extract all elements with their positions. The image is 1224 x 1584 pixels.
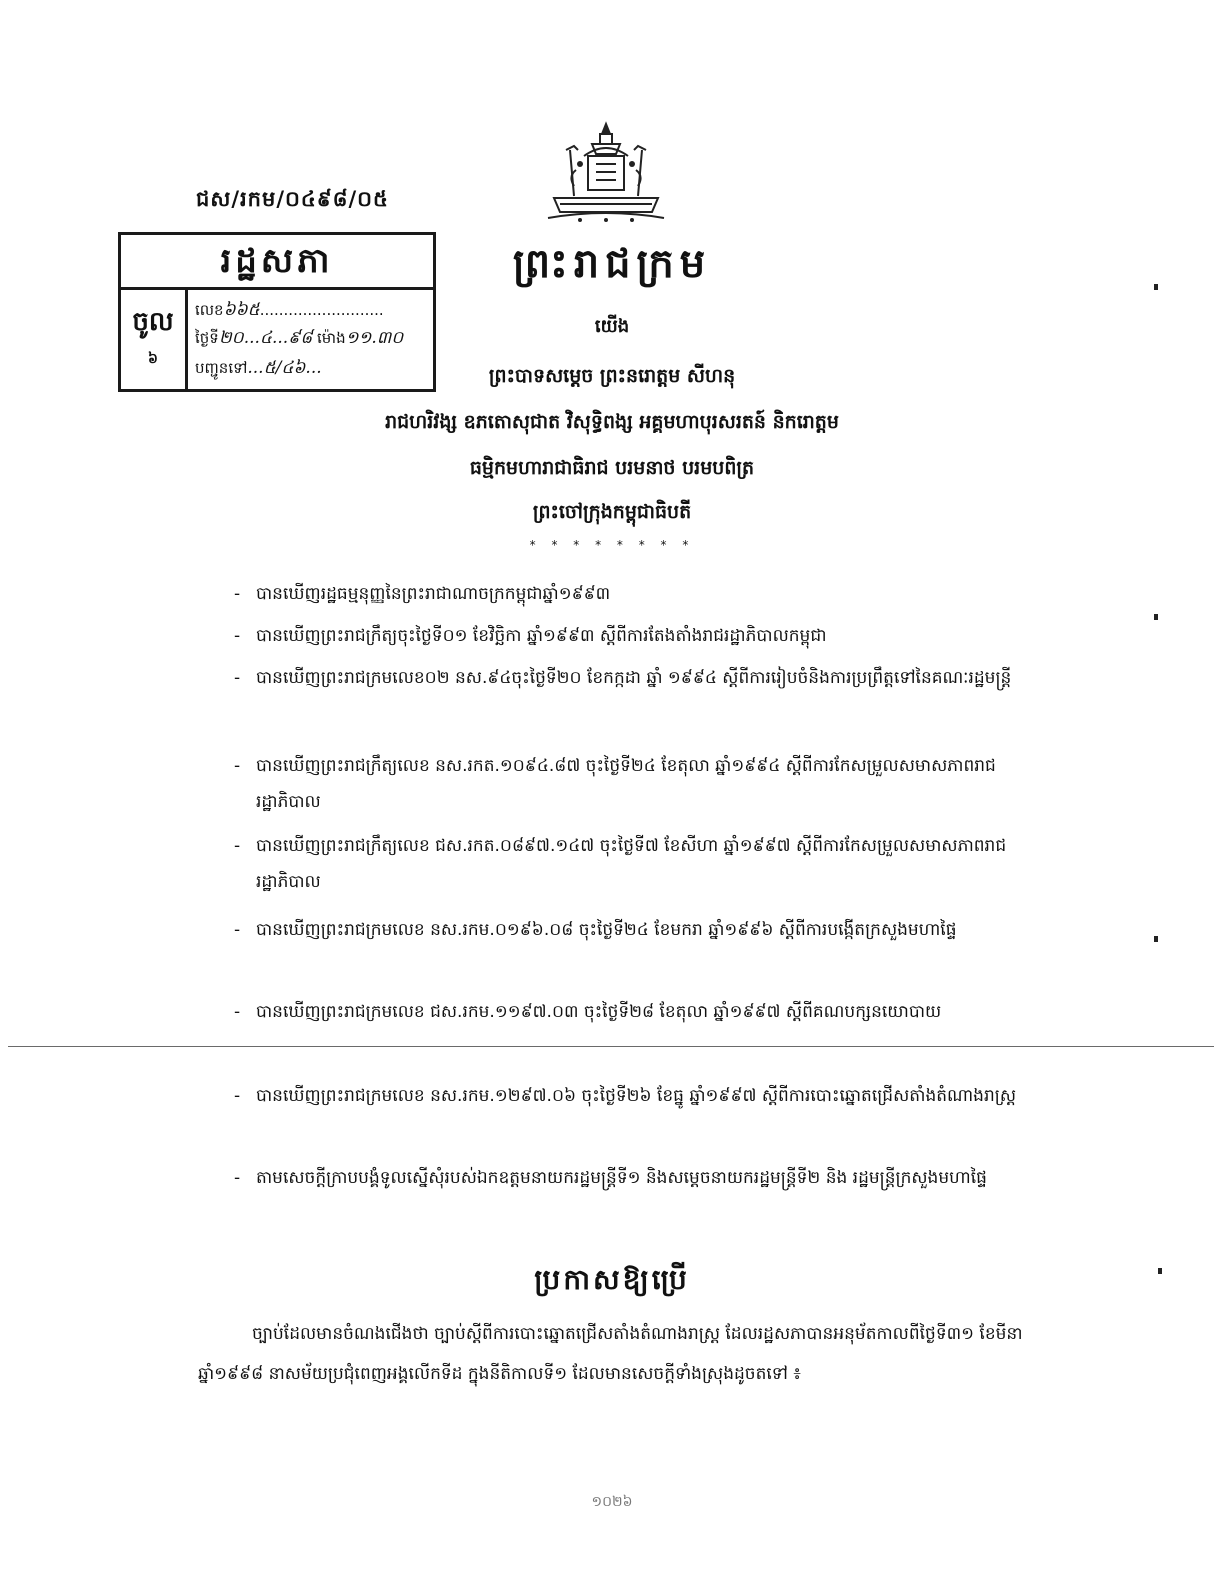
clause-item: - បានឃើញព្រះរាជក្រមលេខ ជស.រកម.១១៩៧.០៣ ចុះថ្ងៃទី២៨ ខែតុលា ឆ្នាំ១៩៩៧ ស្តីពីគណបក្សនយោបាយ	[234, 1002, 942, 1022]
clause-item: - បានឃើញព្រះរាជក្រឹត្យលេខ នស.រកត.១០៩៤.៨៧ ចុះថ្ងៃទី២៤ ខែតុលា ឆ្នាំ១៩៩៤ ស្តីពីការកែសម្រួលសមាសភាពរាជរដ្ឋាភិបាល	[234, 756, 996, 812]
stamp-side-value: ៦	[148, 351, 158, 367]
proclamation-heading: ប្រកាសឱ្យប្រើ	[534, 1263, 690, 1296]
clause-item: - តាមសេចក្តីក្រាបបង្គំទូលស្នើសុំរបស់ឯកឧត្តមនាយករដ្ឋមន្ត្រីទី១ និងសម្តេចនាយករដ្ឋមន្ត្រីទី២ និង រដ្ឋមន្ត្រីក្រសួងមហាផ្ទៃ	[234, 1168, 987, 1188]
stamp-forward-label: បញ្ជូនទៅ	[195, 359, 248, 377]
stamp-number-value: ៦៦៥	[223, 300, 260, 320]
clause-item: - បានឃើញព្រះរាជក្រមលេខ នស.រកម.០១៩៦.០៨ ចុះថ្ងៃទី២៤ ខែមករា ឆ្នាំ១៩៩៦ ស្តីពីការបង្កើតក្រសួងមហាផ្ទៃ	[234, 920, 957, 940]
scan-speck	[1154, 284, 1158, 290]
scan-fold-line	[8, 1046, 1214, 1047]
king-title-line-4: ព្រះចៅក្រុងកម្ពុជាធិបតី	[532, 501, 692, 523]
stamp-time-value: ១១.៣០	[345, 328, 404, 348]
body-paragraph: ច្បាប់ដែលមានចំណងជើងថា ច្បាប់ស្តីពីការបោះឆ្នោតជ្រើសតាំងតំណាងរាស្ត្រ ដែលរដ្ឋសភាបានអនុម័តកាលពីថ្ងៃទី៣១ ខែមីនា ឆ្នាំ១៩៩៨ នាសម័យប្រជុំពេញអង្គលើកទីដ ក្នុងនីតិកាលទី១ ដែលមានសេចក្តីទាំងស្រុងដូចតទៅ ៖	[198, 1324, 1023, 1384]
stamp-forward-value: ...៥/៤៦...	[247, 358, 322, 378]
clause-text: បានឃើញព្រះរាជក្រឹត្យចុះថ្ងៃទី០១ ខែវិច្ឆិកា ឆ្នាំ១៩៩៣ ស្តីពីការតែងតាំងរាជរដ្ឋាភិបាលកម្ពុជា	[256, 626, 827, 646]
clause-text: តាមសេចក្តីក្រាបបង្គំទូលស្នើសុំរបស់ឯកឧត្តមនាយករដ្ឋមន្ត្រីទី១ និងសម្តេចនាយករដ្ឋមន្ត្រីទី២ និង រដ្ឋមន្ត្រីក្រសួងមហាផ្ទៃ	[256, 1168, 987, 1188]
stamp-date-label: ថ្ងៃទី	[195, 329, 219, 347]
reference-number: ជស/រកម/០៤៩៨/០៥	[196, 187, 389, 211]
clause-item: - បានឃើញព្រះរាជក្រឹត្យលេខ ជស.រកត.០៨៩៧.១៤៧ ចុះថ្ងៃទី៧ ខែសីហា ឆ្នាំ១៩៩៧ ស្តីពីការកែសម្រួលសមាសភាពរាជរដ្ឋាភិបាល	[234, 836, 1007, 892]
clause-item: - បានឃើញព្រះរាជក្រមលេខ០២ នស.៩៤ចុះថ្ងៃទី២០ ខែកក្កដា ឆ្នាំ ១៩៩៤ ស្តីពីការរៀបចំនិងការប្រព្រឹត្តទៅនៃគណៈរដ្ឋមន្ត្រី	[234, 668, 1012, 688]
clause-text: បានឃើញព្រះរាជក្រឹត្យលេខ ជស.រកត.០៨៩៧.១៤៧ ចុះថ្ងៃទី៧ ខែសីហា ឆ្នាំ១៩៩៧ ស្តីពីការកែសម្រួលសមាសភាពរាជរដ្ឋាភិបាល	[256, 836, 1007, 892]
separator-stars: * * * * * * * *	[529, 538, 695, 552]
scan-speck	[1154, 614, 1158, 620]
scan-speck	[1154, 936, 1158, 942]
stamp-number-row: លេខ៦៦៥..........................	[195, 300, 384, 320]
king-title-line-1: ព្រះបាទសម្តេច ព្រះនរោត្តម សីហនុ	[488, 365, 736, 387]
royal-emblem-icon	[540, 120, 672, 232]
clause-text: បានឃើញព្រះរាជក្រមលេខ ជស.រកម.១១៩៧.០៣ ចុះថ្ងៃទី២៨ ខែតុលា ឆ្នាំ១៩៩៧ ស្តីពីគណបក្សនយោបាយ	[256, 1002, 942, 1022]
clause-text: បានឃើញព្រះរាជក្រមលេខ០២ នស.៩៤ចុះថ្ងៃទី២០ ខែកក្កដា ឆ្នាំ ១៩៩៤ ស្តីពីការរៀបចំនិងការប្រព្រឹត្តទៅនៃគណៈរដ្ឋមន្ត្រី	[256, 668, 1012, 688]
clause-item: - បានឃើញព្រះរាជក្រឹត្យចុះថ្ងៃទី០១ ខែវិច្ឆិកា ឆ្នាំ១៩៩៣ ស្តីពីការតែងតាំងរាជរដ្ឋាភិបាលកម្ពុជា	[234, 626, 827, 646]
scan-speck	[1158, 1268, 1162, 1274]
page-number: ១០២៦	[591, 1494, 633, 1510]
stamp-number-label: លេខ	[195, 301, 224, 319]
stamp-time-label: ម៉ោង	[317, 329, 346, 347]
king-title-line-2: រាជហរិវង្ស ឧភតោសុជាត វិសុទ្ធិពង្ស អគ្គមហាបុរសរតន៍ និករោត្តម	[385, 411, 839, 433]
stamp-title: រដ្ឋសភា	[121, 235, 433, 290]
clause-item: - បានឃើញព្រះរាជក្រមលេខ នស.រកម.១២៩៧.០៦ ចុះថ្ងៃទី២៦ ខែធ្នូ ឆ្នាំ១៩៩៧ ស្តីពីការបោះឆ្នោតជ្រើសតាំងតំណាងរាស្ត្រ	[234, 1086, 1017, 1106]
we-line: យើង	[594, 316, 630, 337]
king-title-line-3: ធម្មិកមហារាជាធិរាជ បរមនាថ បរមបពិត្រ	[469, 457, 755, 479]
decree-title: ព្រះរាជក្រម	[512, 241, 712, 287]
clause-text: បានឃើញរដ្ឋធម្មនុញ្ញនៃព្រះរាជាណាចក្រកម្ពុជាឆ្នាំ១៩៩៣	[256, 584, 611, 604]
stamp-side-label: ចូល	[132, 307, 174, 337]
clause-text: បានឃើញព្រះរាជក្រមលេខ នស.រកម.១២៩៧.០៦ ចុះថ្ងៃទី២៦ ខែធ្នូ ឆ្នាំ១៩៩៧ ស្តីពីការបោះឆ្នោតជ្រើសតាំងតំណាងរាស្ត្រ	[256, 1086, 1017, 1106]
clause-item: - បានឃើញរដ្ឋធម្មនុញ្ញនៃព្រះរាជាណាចក្រកម្ពុជាឆ្នាំ១៩៩៣	[234, 584, 611, 604]
clause-text: បានឃើញព្រះរាជក្រឹត្យលេខ នស.រកត.១០៩៤.៨៧ ចុះថ្ងៃទី២៤ ខែតុលា ឆ្នាំ១៩៩៤ ស្តីពីការកែសម្រួលសមាសភាពរាជរដ្ឋាភិបាល	[256, 756, 996, 812]
stamp-date-value: ២០...៤...៩៨	[218, 328, 313, 348]
clause-text: បានឃើញព្រះរាជក្រមលេខ នស.រកម.០១៩៦.០៨ ចុះថ្ងៃទី២៤ ខែមករា ឆ្នាំ១៩៩៦ ស្តីពីការបង្កើតក្រសួងមហាផ្ទៃ	[256, 920, 957, 940]
